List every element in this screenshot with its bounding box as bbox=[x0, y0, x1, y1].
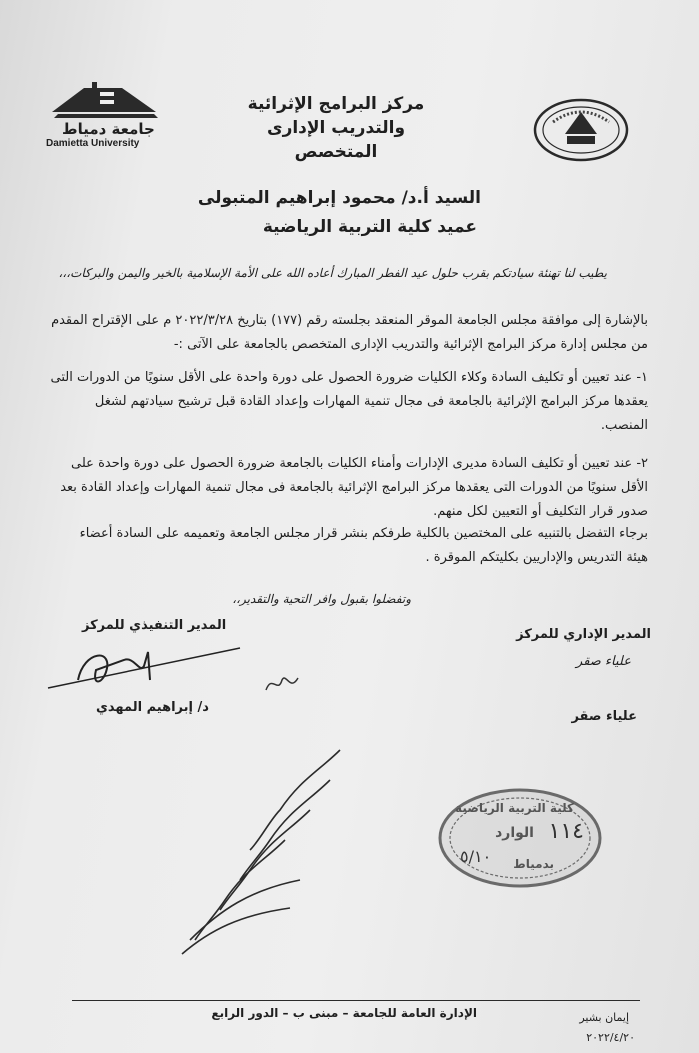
footer-address: الإدارة العامة للجامعة – مبنى ب – الدور الرابع bbox=[211, 1006, 477, 1020]
administrative-director-role: المدير الإداري للمركز bbox=[516, 627, 651, 642]
initials-mark bbox=[262, 668, 302, 698]
body-paragraph-3: ٢- عند تعيين أو تكليف السادة مديرى الإدارات وأمناء الكليات بالجامعة ضرورة الحصول على دورة واحدة على الأقل سنويًا من الدورات التى يعقدها مركز البرامج الإثرائية بالجامعة فى مجال تنمية المهارات وإعداد القادة بعد صدور قرار التكليف أو التعيين لكل منهم. bbox=[60, 456, 648, 519]
received-stamp bbox=[436, 785, 604, 891]
closing-line: وتفضلوا بقبول وافر التحية والتقدير،، bbox=[232, 592, 411, 606]
university-name-english: Damietta University bbox=[46, 138, 140, 149]
greeting-line: يطيب لنا تهنئة سيادتكم بقرب حلول عيد الفطر المبارك أعاده الله على الأمة الإسلامية بالخير واليمن والبركات،،، bbox=[58, 266, 607, 280]
stamp-date: ٥/١٠ bbox=[460, 847, 492, 866]
center-title-line1: مركز البرامج الإثرائية bbox=[247, 94, 425, 114]
footer-typist: إيمان بشير bbox=[579, 1011, 629, 1024]
damietta-university-logo bbox=[44, 82, 166, 152]
handwritten-annotation bbox=[160, 740, 360, 960]
university-name-arabic: جامعة دمياط bbox=[62, 120, 155, 138]
center-seal-logo bbox=[533, 98, 629, 162]
administrative-director-handwritten-signature: علياء صقر bbox=[576, 654, 631, 669]
administrative-director-name: علياء صقر bbox=[571, 709, 637, 724]
addressee-title: عميد كلية التربية الرياضية bbox=[262, 217, 477, 237]
building-logo-icon bbox=[44, 82, 166, 122]
footer-date: ٢٠٢٢/٤/٢٠ bbox=[586, 1031, 635, 1044]
executive-director-name: د/ إبراهيم المهدي bbox=[96, 700, 209, 715]
executive-director-signature bbox=[44, 640, 244, 700]
footer-divider bbox=[72, 1000, 640, 1001]
body-paragraph-1: بالإشارة إلى موافقة مجلس الجامعة الموقر المنعقد بجلسته رقم (١٧٧) بتاريخ ٢٠٢٢/٣/٢٨ م على الإقتراح المقدم من مجلس إدارة مركز البرامج الإثرائية والتدريب الإدارى المتخصص بالجامعة على الآتى :- bbox=[51, 313, 648, 352]
stamp-incoming-label: الوارد bbox=[495, 825, 534, 841]
seal-icon bbox=[533, 98, 629, 162]
executive-director-role: المدير التنفيذي للمركز bbox=[82, 618, 227, 633]
addressee-name: السيد أ.د/ محمود إبراهيم المتبولى bbox=[197, 188, 481, 208]
body-paragraph-4: برجاء التفضل بالتنبيه على المختصين بالكلية طرفكم بنشر قرار مجلس الجامعة وتعميمه على السادة أعضاء هيئة التدريس والإداريين بكليتكم الموقرة . bbox=[79, 526, 648, 565]
center-title bbox=[230, 92, 442, 164]
stamp-number: ١١٤ bbox=[548, 819, 584, 844]
stamp-city: بدمياط bbox=[513, 857, 554, 871]
body-paragraph-2: ١- عند تعيين أو تكليف السادة وكلاء الكليات ضرورة الحصول على دورة واحدة على الأقل سنويًا من الدورات التى يعقدها مركز البرامج الإثرائية بالجامعة فى مجال تنمية المهارات وإعداد القادة قبل ترشيح سيادتهم لشغل المنصب. bbox=[50, 370, 648, 433]
stamp-faculty-name: كلية التربية الرياضية bbox=[455, 801, 574, 815]
center-title-line2: والتدريب الإدارى المتخصص bbox=[266, 118, 406, 162]
